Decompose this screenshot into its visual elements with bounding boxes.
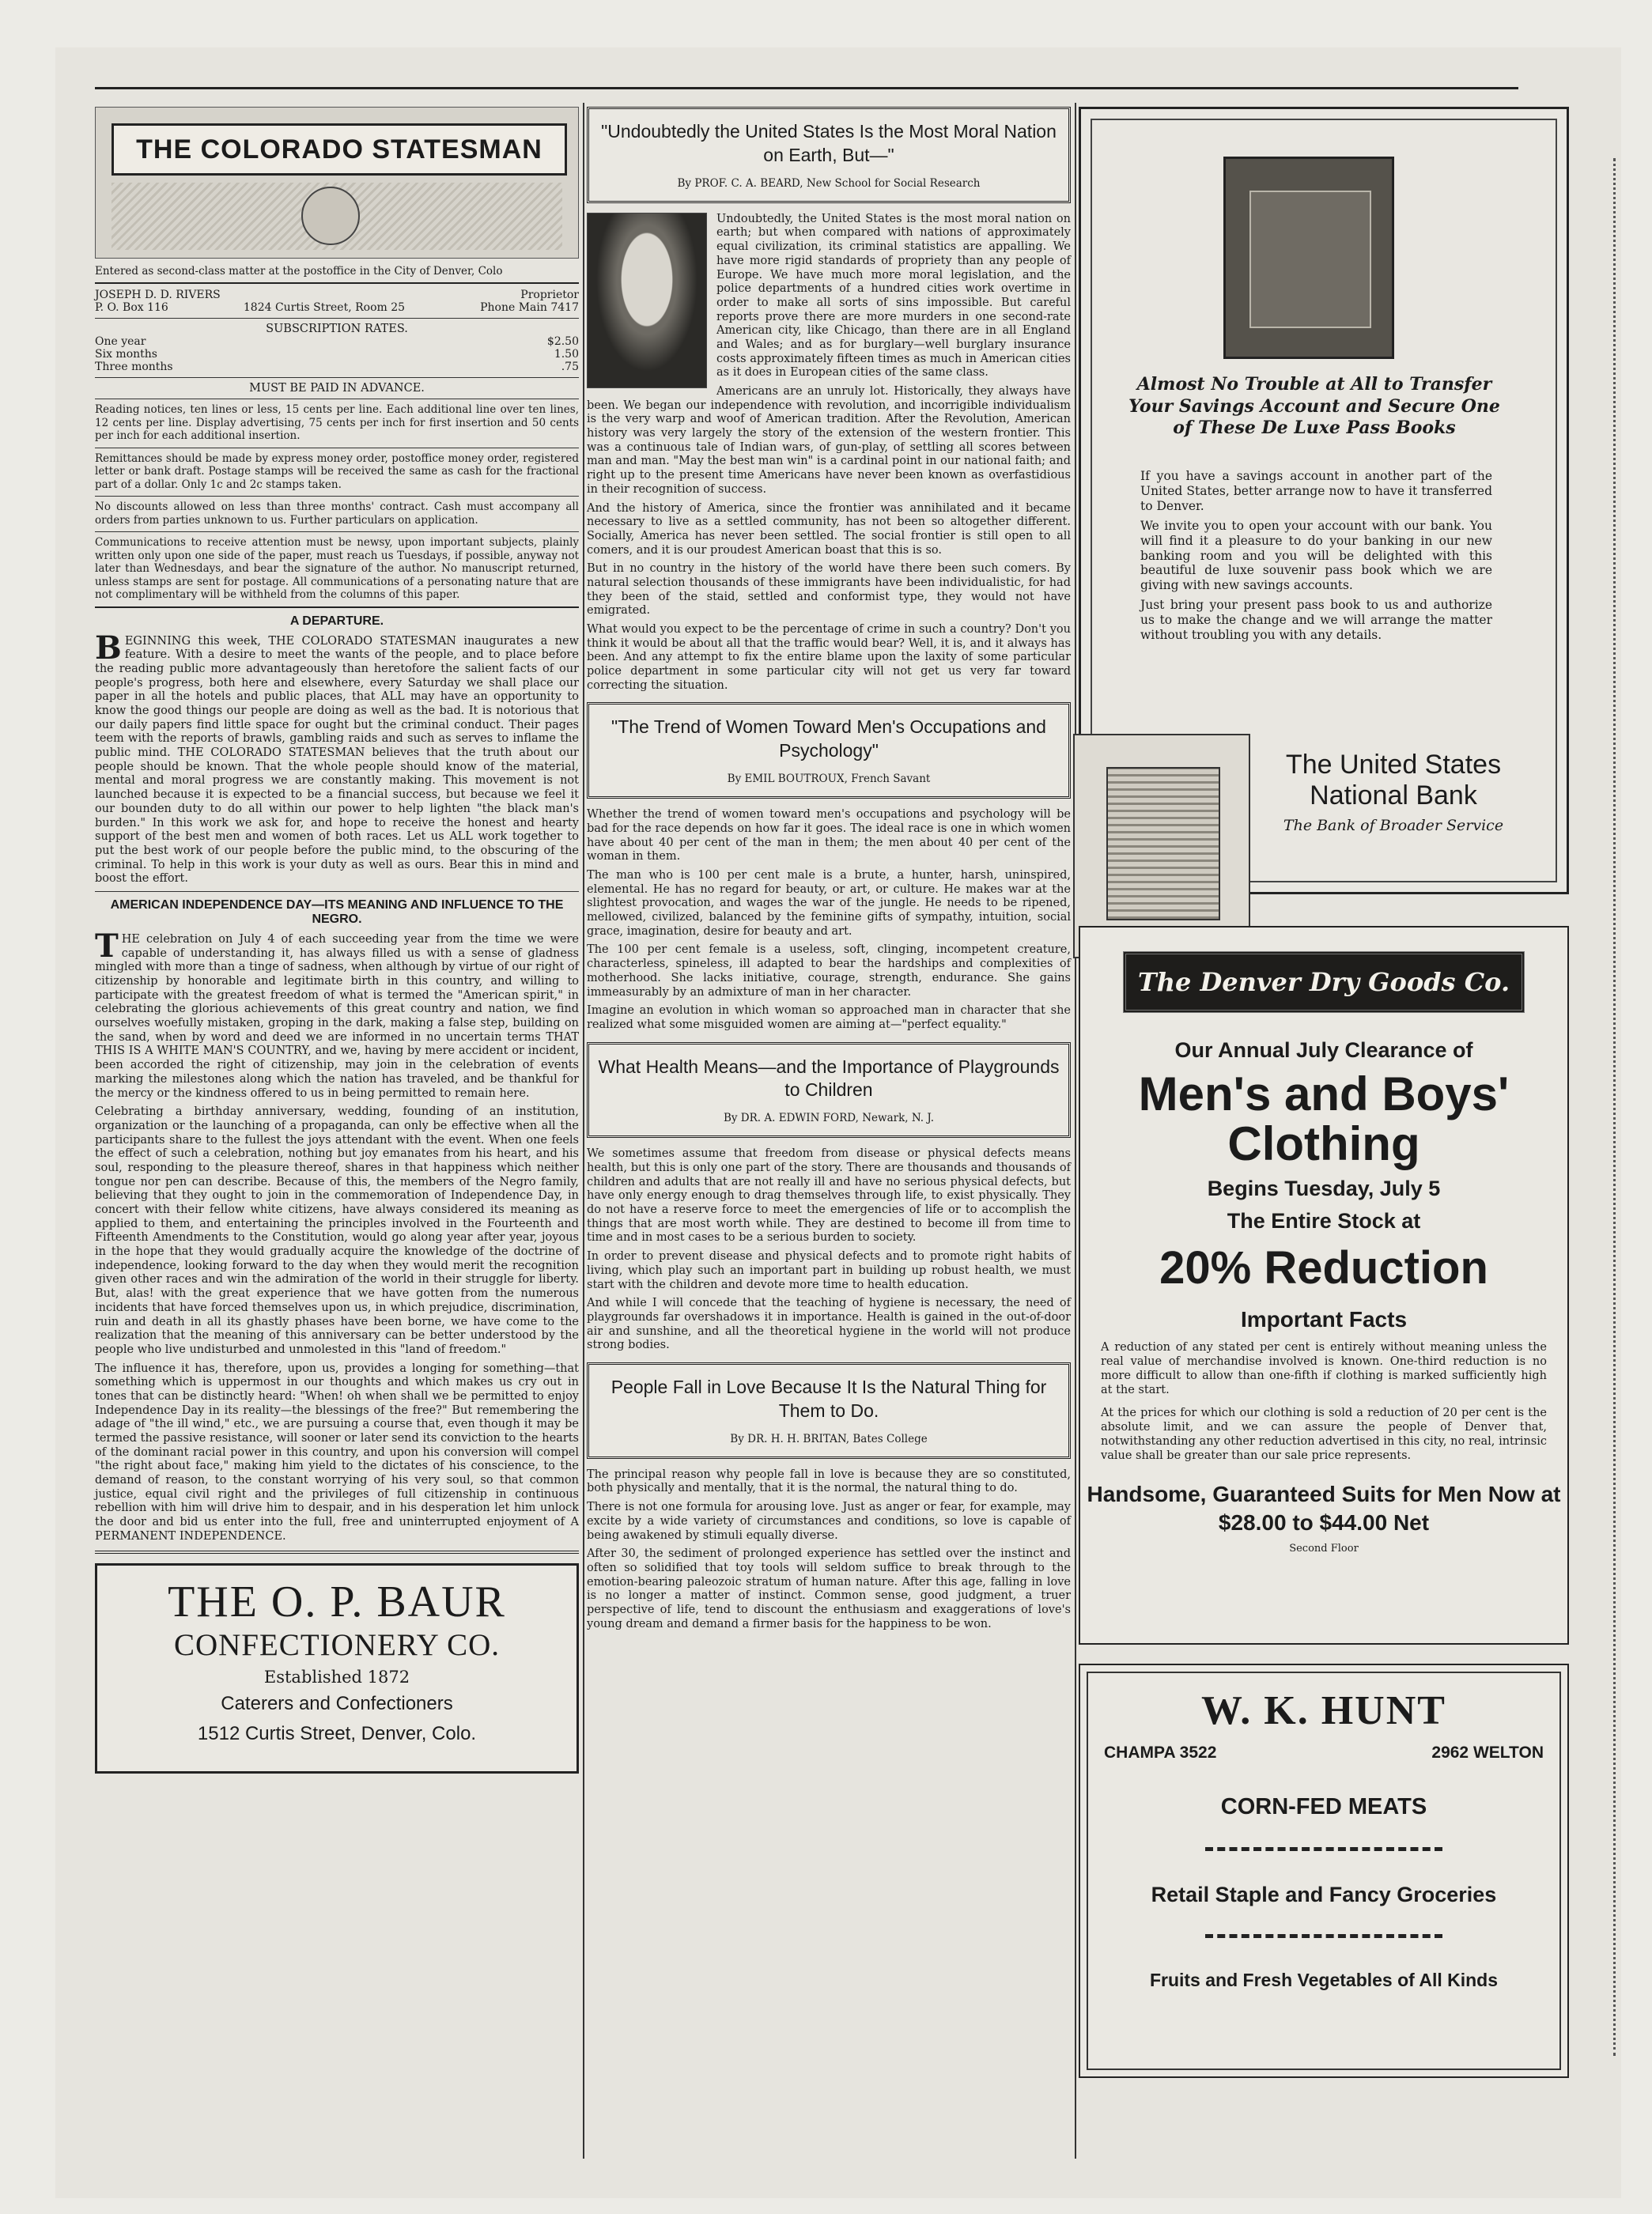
author-portrait bbox=[587, 213, 707, 388]
boutroux-paragraph: The 100 per cent female is a useless, soft, clinging, incompetent creature, characterless, spineless, ill adapted to bear the hardships and complexities of motherhood. She lacks initiative, courage, strength, endurance. She gains immeasurably by an admixture of man in her character. bbox=[587, 943, 1071, 999]
divider bbox=[95, 377, 579, 378]
beard-paragraph: Americans are an unruly lot. Historically, they always have been. We began our independence with revolution, and incorrigible individualism is the very warp and woof of American tradition. After the Revolution, American history was very largely the story of the extension of the western frontier. This was a continuous tale of Indian wars, of gun-play, of settling all scores between man and man. "May the best man win" is a cardinal point in our national faith; and right up to the present time Americans have never been known as overfastidious in their recognition of success. bbox=[587, 385, 1071, 496]
rate-label: Three months bbox=[95, 361, 173, 374]
boutroux-paragraph: Whether the trend of women toward men's occupations and psychology will be bad for the race depends on how far it goes. The ideal race is one in which women have about 40 per cent of the man in them; the men about 40 per cent of the woman in them. bbox=[587, 808, 1071, 863]
rate-price: 1.50 bbox=[554, 348, 579, 361]
beard-paragraph: But in no country in the history of the world have there been such comers. By natural selection thousands of these immigrants have been individualistic, for had they been of the staid, settled and conformist type, they would not have emigrated. bbox=[587, 562, 1071, 618]
ford-paragraph: We sometimes assume that freedom from disease or physical defects means health, but this is only one part of the story. There are thousands and thousands of children and adults that are not really ill and have no serious physical defects, but have only energy enough to drag themselves through life, to exist physically. They do not have a reserve force to meet the emergencies of life or to accomplish the things that are most worth while. They are destined to become ill from time to time and in most cases to be a serious burden to society. bbox=[587, 1147, 1071, 1245]
beard-headline-box bbox=[587, 107, 1071, 203]
bank-headline: Almost No Trouble at All to Transfer Your Savings Account and Secure One of These De Luxe Pass Books bbox=[1128, 374, 1500, 438]
baur-services: Caterers and Confectioners bbox=[221, 1692, 453, 1714]
britan-paragraph: The principal reason why people fall in love is because they are so constituted, both physically and mentally, that it is the normal, the natural thing to do. bbox=[587, 1468, 1071, 1495]
column-middle bbox=[587, 107, 1071, 1636]
bank-paragraph: Just bring your present pass book to us and authorize us to make the change and we will arrange the matter without troubling you with any details. bbox=[1140, 598, 1492, 643]
ddg-fact: At the prices for which our clothing is sold a reduction of 20 per cent is the absolute limit, and we can assure the people of Denver that, notwithstanding any other reduction advertised in this city, no real, intrinsic value shall be greater than our sale price represents. bbox=[1101, 1406, 1547, 1462]
column-divider-1 bbox=[583, 103, 584, 2159]
passbook-illustration bbox=[1223, 157, 1394, 359]
ddg-suits-offer: Handsome, Guaranteed Suits for Men Now at $28.00 to $44.00 Net bbox=[1087, 1482, 1561, 1536]
rate-note: No discounts allowed on less than three months' contract. Cash must accompany all orders from parties unknown to us. Further particulars on application. bbox=[95, 501, 579, 527]
hunt-meats: CORN-FED MEATS bbox=[1220, 1794, 1427, 1819]
beard-paragraph: What would you expect to be the percentage of crime in such a country? Don't you think it would be about all that the traffic would bear? Well, it is, and it always has been. And any attempt to fix the entire blame upon the laxity of some particular police department in some particular city will not get us very far toward correcting the situation. bbox=[587, 623, 1071, 692]
street-address: 1824 Curtis Street, Room 25 bbox=[243, 301, 406, 315]
beard-title: "Undoubtedly the United States Is the Most Moral Nation on Earth, But—" bbox=[601, 121, 1057, 165]
divider bbox=[95, 282, 579, 284]
column-divider-2 bbox=[1075, 103, 1076, 2159]
ddg-logo: The Denver Dry Goods Co. bbox=[1123, 951, 1525, 1013]
boutroux-title: "The Trend of Women Toward Men's Occupations and Psychology" bbox=[611, 716, 1046, 761]
beard-byline: By PROF. C. A. BEARD, New School for Social Research bbox=[677, 176, 981, 190]
publisher-row bbox=[95, 289, 579, 301]
boutroux-byline: By EMIL BOUTROUX, French Savant bbox=[727, 773, 931, 786]
passbook-emblem bbox=[1249, 191, 1371, 328]
boutroux-headline-box bbox=[587, 702, 1071, 799]
hunt-name: W. K. HUNT bbox=[1201, 1688, 1446, 1733]
hunt-groceries: Retail Staple and Fancy Groceries bbox=[1151, 1883, 1497, 1906]
po-box: P. O. Box 116 bbox=[95, 301, 168, 315]
independence-paragraph: THE celebration on July 4 of each succeeding year from the time we were capable of understanding it, has always filled us with a sense of gladness mingled with more than a tinge of sadness, when although by virtue of our right of citizenship by honorable and legitimate birth in this country, and willing to participate with the greatest freedom of what is termed the "American spirit," in celebrating the glorious achievements of this great country and nation, we find ourselves woefully mistaken, groping in the dark, making a false step, building on the sand, when by word and deed we are informed in no uncertain terms THAT THIS IS A WHITE MAN'S COUNTRY, and we, having by mere accident or incident, been accorded the right of citizenship, may join in the celebration of events marking the milestones along which the nation has traveled, and be thankful for the mercy or the kindness offered to us in being permitted to remain here. bbox=[95, 927, 579, 1100]
rate-note: Reading notices, ten lines or less, 15 cents per line. Each additional line over ten lines, 12 cents per line. Display advertising, 75 cents per inch for first insertion and 50 cents per inch for each additional insertion. bbox=[95, 403, 579, 443]
hunt-ad-border bbox=[1087, 1672, 1561, 2070]
beard-paragraph: Undoubtedly, the United States is the most moral nation on earth; but when compared with nations of approximately equal civilization, its criminal statistics are appalling. We have more rigid standards of propriety than any people of Europe. We have much more moral legislation, and the police departments of a hundred cities work overtime in order to make all sorts of sins impossible. But careful reports prove there are more murders in one second-rate American city, like Chicago, than there are in all England and Wales; and as for burglary—well burglary insurance costs approximately fifteen times as much in American cities as it does in European cities of the same class. bbox=[716, 212, 1071, 380]
britan-byline: By DR. H. H. BRITAN, Bates College bbox=[730, 1432, 928, 1445]
rate-row bbox=[95, 348, 579, 361]
divider bbox=[95, 531, 579, 532]
phone-number: Phone Main 7417 bbox=[480, 301, 579, 315]
baur-advertisement bbox=[95, 1563, 579, 1774]
baur-address: 1512 Curtis Street, Denver, Colo. bbox=[197, 1722, 477, 1744]
ford-paragraph: In order to prevent disease and physical defects and to promote right habits of living, which play such an important part in building up robust health, we must start with the children and devote more time to health education. bbox=[587, 1250, 1071, 1291]
rate-price: $2.50 bbox=[546, 335, 579, 349]
masthead bbox=[95, 107, 579, 259]
ford-byline: By DR. A. EDWIN FORD, Newark, N. J. bbox=[723, 1112, 935, 1125]
rate-note: Communications to receive attention must be newsy, upon important subjects, plainly written only upon one side of the paper, must reach us Tuesdays, if possible, anyway not later than Wednesdays, and bear the signature of the author. No manuscript returned, unless stamps are sent for postage. All communications of a personating nature that are not complimentary will be withheld from the columns of this paper. bbox=[95, 536, 579, 602]
independence-paragraph: The influence it has, therefore, upon us, provides a longing for something—that something which is uppermost in our thoughts and which makes us cry out in tones that can be distinctly heard: "When! oh when shall we be permitted to enjoy Independence Day in its reality—the blessings of the free?" But remembering the adage of "the ill wind," etc., we are pursuing a course that, even though it may be termed the passive resistance, will sooner or later send its conviction to the hearts of the dominant racial power in this country, and upon his conversion will compel "the right about face," making him yield to the dictates of his conscience, to the demand of reason, to the constant worrying of his very soul, so that common justice, equal civil right and the privileges of full citizenship in continuous rebellion with him will drive him to despair, and in his desperation let him unlock the door and bid us enter into the full, free and uninterrupted enjoyment of A PERMANENT INDEPENDENCE. bbox=[95, 1362, 579, 1543]
column-left bbox=[95, 107, 579, 1774]
hunt-phone: CHAMPA 3522 bbox=[1104, 1744, 1217, 1762]
publisher-role: Proprietor bbox=[520, 289, 579, 302]
boutroux-paragraph: Imagine an evolution in which woman so approached man in character that she realized what some misguided women are aiming at—"perfect equality." bbox=[587, 1004, 1071, 1031]
rate-row bbox=[95, 361, 579, 373]
ddg-facts-heading: Important Facts bbox=[1240, 1307, 1408, 1332]
column-right bbox=[1079, 107, 1569, 2078]
ddg-clothing: Men's and Boys' Clothing bbox=[1138, 1067, 1510, 1170]
ddg-fact: A reduction of any stated per cent is entirely without meaning unless the real value of merchandise involved is known. One-third reduction is no more difficult to allow than one-fifth if clothing is marked sufficiently high at the start. bbox=[1101, 1341, 1547, 1397]
rate-row bbox=[95, 335, 579, 348]
beard-paragraph: And the history of America, since the frontier was annihilated and it became necessary to live as a settled community, has not been so altogether different. Socially, America has never been settled. The social frontier is still open to all comers, and it is our proudest American boast that this is so. bbox=[587, 501, 1071, 557]
rate-label: Six months bbox=[95, 348, 157, 361]
ddg-floor: Second Floor bbox=[1289, 1542, 1359, 1555]
entry-notice: Entered as second-class matter at the postoffice in the City of Denver, Colo bbox=[95, 265, 503, 278]
denver-dry-goods-advertisement bbox=[1079, 926, 1569, 1645]
top-rule bbox=[95, 87, 1518, 89]
hunt-produce: Fruits and Fresh Vegetables of All Kinds bbox=[1149, 1970, 1499, 1990]
departure-heading: A DEPARTURE. bbox=[289, 614, 384, 628]
bank-paragraph: If you have a savings account in another part of the United States, better arrange now to have it transferred to Denver. bbox=[1140, 469, 1492, 513]
ford-paragraph: And while I will concede that the teaching of hygiene is necessary, the need of playgrounds far overshadows it in importance. Health is gained in the out-of-door air and sunshine, and all the theoretical hygiene in the world will not produce strong bodies. bbox=[587, 1297, 1071, 1352]
baur-name: THE O. P. BAUR bbox=[168, 1577, 506, 1626]
advance-notice: MUST BE PAID IN ADVANCE. bbox=[249, 382, 425, 395]
masthead-seal-icon bbox=[301, 187, 360, 245]
divider bbox=[95, 606, 579, 608]
boutroux-paragraph: The man who is 100 per cent male is a brute, a hunter, harsh, uninspired, elemental. He has no regard for beauty, or art, or culture. He makes war at the slightest provocation, and wages the war of the jungle. He needs to be ripened, mellowed, civilized, balanced by the feminine gifts of sympathy, intuition, social grace, imagination, desire for beauty and art. bbox=[587, 869, 1071, 938]
rate-label: One year bbox=[95, 335, 146, 349]
baur-established: Established 1872 bbox=[263, 1667, 410, 1687]
divider bbox=[95, 496, 579, 497]
margin-dotted-rule bbox=[1613, 158, 1616, 2056]
britan-headline-box bbox=[587, 1362, 1071, 1459]
decorative-rule bbox=[95, 1551, 579, 1554]
independence-heading: AMERICAN INDEPENDENCE DAY—ITS MEANING AND INFLUENCE TO THE NEGRO. bbox=[110, 897, 564, 926]
bank-door-image bbox=[1106, 767, 1220, 920]
address-row bbox=[95, 301, 579, 314]
rate-note: Remittances should be made by express money order, postoffice money order, registered letter or bank draft. Postage stamps will be received the same as cash for the fractional part of a dollar. Only 1c and 2c stamps taken. bbox=[95, 451, 579, 491]
bank-advertisement bbox=[1079, 107, 1569, 894]
departure-text: BEGINNING this week, THE COLORADO STATESMAN inaugurates a new feature. With a desire to meet the wants of the people, and to place before the reading public more advantageously than heretofore the salient facts of our people's progress, both here and elsewhere, every Saturday we shall place our paper in all the hotels and public places, that ALL may have an opportunity to know the good things our people are doing as well as the bad. It is notorious that our daily papers find little space for ought but the criminal conduct. Their pages teem with the reports of brawls, gambling raids and such as serves to inflame the public mind. THE COLORADO STATESMAN believes that the truth about our people should be known. That the whole people should know of the material, mental and moral progress we are constantly making. This movement is not launched because it is expected to be a financial success, but because we feel it our bounden duty to do all within our power to help lighten "the black man's burden." In this work we ask for, and hope to receive the honest and hearty support of the best men and women of both races. Let us ALL work together to put the best work of our people before the public mind, to the obscuring of the criminal. To help in this work is your duty as well as ours. Bear this in mind and boost the effort. bbox=[95, 629, 579, 886]
hunt-address: 2962 WELTON bbox=[1431, 1744, 1544, 1762]
divider bbox=[95, 318, 579, 319]
baur-company: CONFECTIONERY CO. bbox=[173, 1627, 501, 1662]
ddg-reduction: 20% Reduction bbox=[1159, 1242, 1488, 1294]
ddg-entire-stock: The Entire Stock at bbox=[1227, 1209, 1421, 1233]
ford-headline-box bbox=[587, 1042, 1071, 1139]
masthead-title: THE COLORADO STATESMAN bbox=[112, 123, 567, 176]
bank-paragraph: We invite you to open your account with our bank. You will find it a pleasure to do your banking in our new banking room and you will be delighted with this beautiful de luxe souvenir pass book which we are giving with new savings accounts. bbox=[1140, 518, 1492, 593]
britan-paragraph: There is not one formula for arousing love. Just as anger or fear, for example, may excite by a wide variety of circumstances and conditions, so love is capable of being awakened by stimuli equally diverse. bbox=[587, 1501, 1071, 1542]
bank-body bbox=[1140, 469, 1492, 648]
independence-paragraph: Celebrating a birthday anniversary, wedding, founding of an institution, organization or the launching of a propaganda, can only be effective when all the participants share to the fullest the joys attendant with the event. When one feels the effect of such a celebration, nothing but joy emanates from his heart, and his soul, responding to the pleasure thereof, shares in that happiness which neither tongue nor pen can describe. Because of this, the members of the Negro family, believing that they ought to join in the commemoration of Independence Day, in concert with their fellow white citizens, have always considered its meaning as applied to them, and entertaining the principles involved in the Fourteenth and Fifteenth Amendments to the Constitution, would go along year after year, joyous in the hope that they would gradually acquire the knowledge of the doctrine of independence, looking forward to the day when they would merit the recognition given other races and win the admiration of the world in their struggle for liberty. But, alas! with the great experience that we have gotten from the numerous incidents that have forced themselves upon us, in which prejudice, discrimination, ruin and death in all its ghastly phases have been borne, we have come to the realization that the meaning of this anniversary can be better understood by the people who live undisturbed and unmolested in this "land of freedom." bbox=[95, 1105, 579, 1356]
ddg-start-date: Begins Tuesday, July 5 bbox=[1207, 1177, 1441, 1200]
bank-building-illustration bbox=[1073, 734, 1250, 958]
hunt-advertisement bbox=[1079, 1664, 1569, 2078]
rate-price: .75 bbox=[561, 361, 579, 374]
ddg-clearance: Our Annual July Clearance of bbox=[1174, 1038, 1473, 1062]
bank-tagline: The Bank of Broader Service bbox=[1283, 817, 1504, 834]
publisher-name: JOSEPH D. D. RIVERS bbox=[95, 289, 221, 302]
britan-title: People Fall in Love Because It Is the Natural Thing for Them to Do. bbox=[611, 1376, 1047, 1421]
subscription-heading: SUBSCRIPTION RATES. bbox=[266, 323, 408, 336]
britan-paragraph: After 30, the sediment of prolonged experience has settled over the instinct and often so solidified that toy tools will seldom suffice to break through to the emotion-bearing paleozoic stratum of human nature. After this age, falling in love is no longer a matter of instinct. Common sense, good judgment, a truer perspective of life, tend to discount the enthusiasm and exaggerations of love's young dream and demand a firmer basis for the happiness to be won. bbox=[587, 1547, 1071, 1630]
bank-name: The United States National Bank bbox=[1285, 750, 1502, 811]
divider bbox=[95, 891, 579, 892]
ford-title: What Health Means—and the Importance of Playgrounds to Children bbox=[598, 1056, 1060, 1101]
